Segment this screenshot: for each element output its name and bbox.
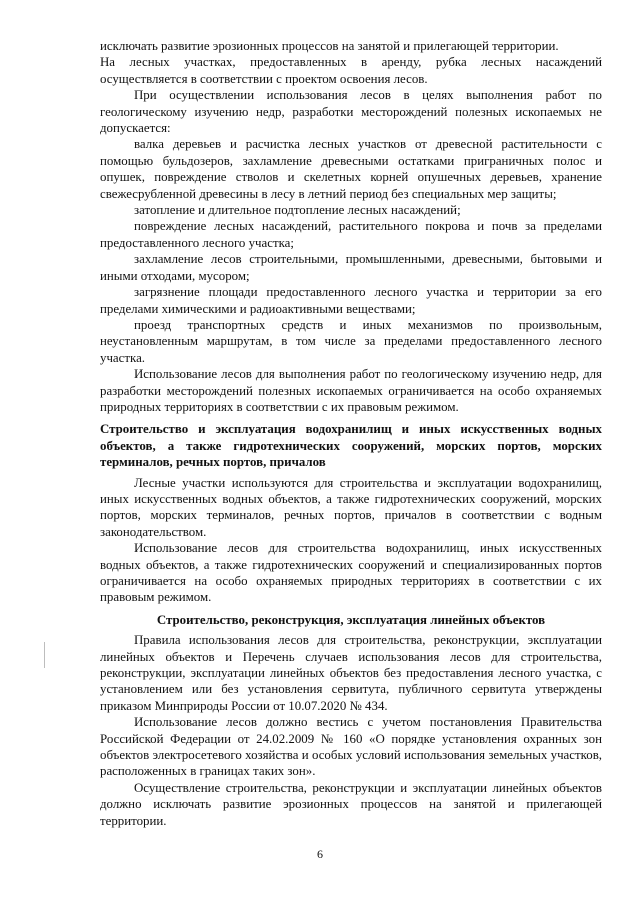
paragraph: валка деревьев и расчистка лесных участков от древесной растительности с помощью бульдозеров, захламление древесными остатками приграничных полос и опушек, повреждение стволов и скелетных корней опушечных деревьев, хранение свежесрубленной древесины в лесу в летний период без специальных мер защиты;	[100, 137, 602, 201]
section-geology-restrictions	[100, 38, 602, 415]
paragraph: затопление и длительное подтопление лесных насаждений;	[134, 203, 461, 218]
paragraph: Осуществление строительства, реконструкции и эксплуатации линейных объектов должно исключать развитие эрозионных процессов на занятой и прилегающей территории.	[100, 780, 602, 828]
section-linear-objects	[100, 632, 602, 829]
section-reservoirs	[100, 475, 602, 606]
heading-linear-objects: Строительство, реконструкция, эксплуатация линейных объектов	[156, 612, 546, 627]
paragraph: исключать развитие эрозионных процессов на занятой и прилегающей территории.	[100, 39, 559, 53]
document-body	[100, 38, 602, 829]
page-number: 6	[317, 847, 323, 861]
paragraph: Правила использования лесов для строительства, реконструкции, эксплуатации линейных объектов и Перечень случаев использования лесов для строительства, реконструкции, эксплуатации линейных объектов без предоставления лесного участка, с установлением или без установления сервитута, публичного сервитута утверждены приказом Минприроды России от 10.07.2020 № 434.	[100, 633, 602, 713]
paragraph: Использование лесов для выполнения работ по геологическому изучению недр, для разработки месторождений полезных ископаемых ограничивается на особо охраняемых природных территориях в соответствии с их правовым режимом.	[100, 367, 602, 414]
paragraph: Лесные участки используются для строительства и эксплуатации водохранилищ, иных искусственных водных объектов, а также гидротехнических сооружений, морских портов, морских терминалов, речных портов, причалов в соответствии с водным законодательством.	[100, 475, 602, 539]
paragraph: При осуществлении использования лесов в целях выполнения работ по геологическому изучению недр, разработки месторождений полезных ископаемых не допускается:	[100, 88, 602, 136]
scan-artifact-mark	[44, 642, 45, 668]
paragraph: проезд транспортных средств и иных механизмов по произвольным, неустановленным маршрутам, в том числе за пределами предоставленного лесного участка.	[100, 317, 602, 365]
paragraph: загрязнение площади предоставленного лесного участка и территории за его пределами химическими и радиоактивными веществами;	[100, 285, 602, 316]
paragraph: На лесных участках, предоставленных в аренду, рубка лесных насаждений осуществляется в соответствии с проектом освоения лесов.	[100, 55, 602, 86]
paragraph: Использование лесов должно вестись с учетом постановления Правительства Российской Федерации от 24.02.2009 № 160 «О порядке установления охранных зон объектов электросетевого хозяйства и особых условий использования земельных участков, расположенных в границах таких зон».	[100, 715, 602, 779]
heading-reservoirs: Строительство и эксплуатация водохранилищ и иных искусственных водных объектов, а также гидротехнических сооружений, морских портов, морских терминалов, речных портов, причалов	[100, 422, 602, 470]
paragraph: Использование лесов для строительства водохранилищ, иных искусственных водных объектов, а также гидротехнических сооружений и специализированных портов ограничивается на особо охраняемых природных территориях в соответствии с их правовым режимом.	[100, 541, 602, 605]
paragraph: повреждение лесных насаждений, растительного покрова и почв за пределами предоставленного лесного участка;	[100, 219, 602, 250]
paragraph: захламление лесов строительными, промышленными, древесными, бытовыми и иными отходами, мусором;	[100, 252, 602, 283]
